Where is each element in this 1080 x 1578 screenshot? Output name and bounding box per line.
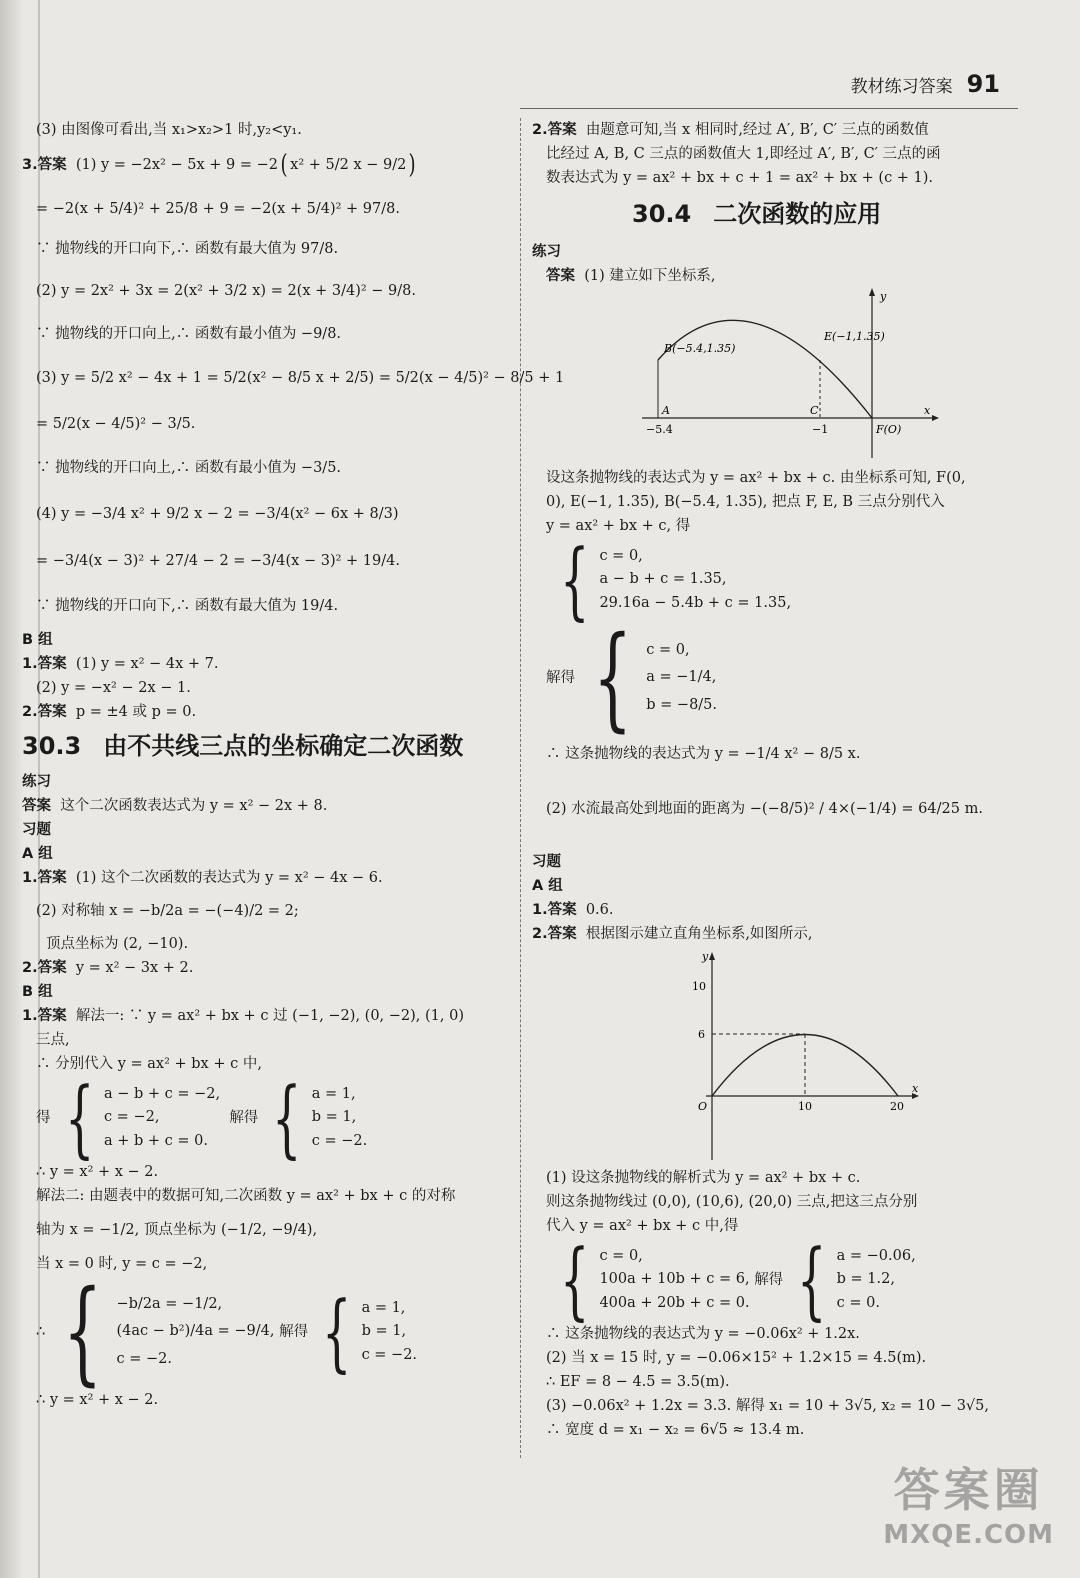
section-number: 30.4	[632, 200, 692, 229]
label-b: B(−5.4,1.35)	[664, 342, 736, 355]
system-row: a = −0.06,	[836, 1248, 916, 1265]
equation-line: (3) y = 5/2 x² − 4x + 1 = 5/2(x² − 8/5 x + 2/5) = 5/2(x − 4/5)² − 8/5 + 1	[36, 369, 565, 386]
equation: −(−8/5)² / 4×(−1/4) = 64/25 m.	[749, 800, 983, 817]
answer-line	[22, 652, 512, 676]
system-row: b = 1,	[361, 1323, 407, 1340]
answer-tag: 3.答案	[22, 156, 67, 173]
label-e: E(−1,1.35)	[824, 330, 885, 343]
equation-line: = −3/4(x − 3)² + 27/4 − 2 = −3/4(x − 3)² + 19/4.	[36, 552, 400, 569]
header-title: 教材练习答案	[850, 77, 953, 97]
equation: (1) y = x² − 4x + 7.	[75, 655, 219, 672]
axis-x-label: x	[912, 1082, 919, 1095]
text-line: 数表达式为 y = ax² + bx + c + 1 = ax² + bx + (c + 1).	[546, 169, 934, 186]
equation: x² + 5/2 x − 9/2	[290, 156, 407, 173]
equation: y = x² − 3x + 2.	[75, 959, 194, 976]
group-heading: B 组	[22, 631, 53, 648]
group-heading: A 组	[532, 877, 563, 894]
answer-line	[22, 700, 512, 724]
tick-minus-1: −1	[812, 423, 829, 436]
tick-y-10: 10	[692, 980, 706, 993]
system-row: c = 0,	[599, 1248, 643, 1265]
section-number: 30.3	[22, 732, 82, 761]
label-f: F(O)	[876, 423, 902, 436]
solution-system: { a = 1, b = 1, c = −2.	[272, 1069, 368, 1167]
solution-system: { a = 1, b = 1, c = −2.	[322, 1283, 418, 1381]
fountain-parabola-figure	[642, 288, 942, 466]
equation-line: (2) 当 x = 15 时, y = −0.06×15² + 1.2×15 = 4.5(m).	[546, 1349, 927, 1366]
solution-system: { c = 0, a = −1/4, b = −8/5.	[593, 613, 718, 743]
text: 解得	[279, 1323, 309, 1340]
answer-line	[22, 956, 512, 980]
axis-x-label: x	[924, 404, 931, 417]
answer-line	[22, 794, 512, 818]
axis-y-label: y	[880, 290, 887, 303]
answer-line: 3.答案 (1) y = −2x² − 5x + 9 = −2 ( x² + 5/2 x − 9/2 )	[22, 150, 416, 180]
header-rule	[520, 108, 1018, 109]
system-row: a = 1,	[311, 1086, 356, 1103]
tick-20: 20	[890, 1100, 904, 1113]
system-row: c = −2,	[103, 1109, 160, 1126]
text-line: 则这条抛物线过 (0,0), (10,6), (20,0) 三点,把这三点分别	[546, 1193, 918, 1210]
equation: (1) y = −2x² − 5x + 9 = −2	[75, 156, 279, 173]
group-heading: B 组	[22, 983, 53, 1000]
equation-line: (3) −0.06x² + 1.2x = 3.3. 解得 x₁ = 10 + 3√5, x₂ = 10 − 3√5,	[546, 1397, 989, 1414]
text: 根据图示建立直角坐标系,如图所示,	[585, 925, 813, 942]
section-title: 二次函数的应用	[713, 200, 882, 229]
text-line: 三点,	[36, 1031, 70, 1048]
system-row: c = 0,	[646, 641, 690, 658]
answer-tag: 1.答案	[22, 655, 67, 672]
text: 得	[36, 1109, 51, 1126]
system-row: −b/2a = −1/2,	[116, 1295, 223, 1312]
system-row: a − b + c = −2,	[103, 1086, 221, 1103]
tick-10: 10	[798, 1100, 812, 1113]
y-axis-arrow	[709, 952, 715, 960]
answer-tag: 2.答案	[22, 703, 67, 720]
subheading: 练习	[22, 773, 51, 790]
text-line: 设这条抛物线的表达式为 y = ax² + bx + c. 由坐标系可知, F(0,	[546, 469, 966, 486]
system-row: (4ac − b²)/4a = −9/4,	[116, 1323, 275, 1340]
left-column	[22, 118, 565, 1412]
equation-system-line: ∴ { −b/2a = −1/2, (4ac − b²)/4a = −9/4, c = −2. 解得 { a = 1, b = 1, c = −2.	[36, 1267, 418, 1397]
system-row: c = 0,	[599, 548, 643, 565]
system-row: 400a + 20b + c = 0.	[599, 1294, 750, 1311]
conclusion-line: ∴ y = x² + x − 2.	[36, 1163, 159, 1180]
system-row: 29.16a − 5.4b + c = 1.35,	[599, 594, 792, 611]
group-heading: A 组	[22, 845, 53, 862]
text: 解得	[754, 1271, 784, 1288]
conclusion-line: ∵ 抛物线的开口向下,∴ 函数有最大值为 19/4.	[36, 597, 339, 614]
watermark-domain: MXQE.COM	[883, 1520, 1054, 1550]
text: 解得	[229, 1109, 259, 1126]
system-row: c = −2.	[116, 1350, 172, 1367]
equation-line: 顶点坐标为 (2, −10).	[46, 935, 189, 952]
section-title: 由不共线三点的坐标确定二次函数	[103, 732, 464, 761]
answer-line	[532, 264, 1022, 288]
equation-line: = −2(x + 5/4)² + 25/8 + 9 = −2(x + 5/4)² + 97/8.	[36, 200, 400, 217]
equation: (1) 这个二次函数的表达式为 y = x² − 4x − 6.	[75, 869, 383, 886]
conclusion-line: ∴ 这条抛物线的表达式为 y = −0.06x² + 1.2x.	[546, 1325, 860, 1342]
answer-tag: 1.答案	[22, 1007, 67, 1024]
answer-tag: 答案	[546, 267, 575, 284]
subheading: 练习	[532, 243, 561, 260]
system-row: b = 1.2,	[836, 1271, 895, 1288]
label-a: A	[662, 404, 670, 417]
equation-system-line	[532, 613, 1022, 743]
system-row: 100a + 10b + c = 6,	[599, 1271, 750, 1288]
text: 由题意可知,当 x 相同时,经过 A′, B′, C′ 三点的函数值	[585, 121, 929, 138]
system-row: a − b + c = 1.35,	[599, 571, 727, 588]
equation-line: 轴为 x = −1/2, 顶点坐标为 (−1/2, −9/4),	[36, 1221, 318, 1238]
equation-line: (4) y = −3/4 x² + 9/2 x − 2 = −3/4(x² − 6x + 8/3)	[36, 505, 399, 522]
x-axis-arrow	[932, 415, 939, 421]
text: (1) 建立如下坐标系,	[584, 267, 716, 284]
answer-line	[532, 118, 1022, 142]
equation-system: { c = 0, 100a + 10b + c = 6, 400a + 20b + c = 0.	[560, 1231, 750, 1329]
right-column	[532, 118, 1022, 1442]
conclusion-line: ∴ 这条抛物线的表达式为 y = −1/4 x² − 8/5 x.	[546, 745, 861, 762]
watermark-logo	[883, 1454, 1054, 1550]
answer-tag: 1.答案	[532, 901, 577, 918]
label-c: C	[810, 404, 819, 417]
system-row: b = −8/5.	[646, 696, 718, 713]
watermark-text: 答案圈	[893, 1463, 1044, 1517]
origin-label: O	[698, 1100, 708, 1113]
equation-system: { −b/2a = −1/2, (4ac − b²)/4a = −9/4, c = −2.	[63, 1267, 275, 1397]
equation-line	[532, 774, 1022, 844]
answer-line	[532, 898, 1022, 922]
answer-line: (3) 由图像可看出,当 x₁>x₂>1 时,y₂<y₁.	[36, 121, 302, 138]
page-header	[851, 70, 1000, 104]
answer-tag: 1.答案	[22, 869, 67, 886]
text-line: 0), E(−1, 1.35), B(−5.4, 1.35), 把点 F, E, B 三点分别代入	[546, 493, 945, 510]
text-line: 比经过 A, B, C 三点的函数值大 1,即经过 A′, B′, C′ 三点的函	[546, 145, 941, 162]
book-spine-shadow	[0, 0, 22, 1578]
y-axis-arrow	[869, 288, 875, 296]
answer-tag: 答案	[22, 797, 51, 814]
page-number: 91	[966, 70, 1000, 98]
equation-system-line	[532, 531, 1022, 629]
answer-line	[532, 922, 1022, 946]
conclusion-line: ∴ y = x² + x − 2.	[36, 1391, 159, 1408]
system-row: a + b + c = 0.	[103, 1132, 208, 1149]
section-heading	[22, 724, 512, 770]
equation-system: { c = 0, a − b + c = 1.35, 29.16a − 5.4b + c = 1.35,	[560, 531, 792, 629]
text: 解得	[546, 669, 575, 686]
text-line: (1) 设这条抛物线的解析式为 y = ax² + bx + c.	[546, 1169, 861, 1186]
text-line: 解法二: 由题表中的数据可知,二次函数 y = ax² + bx + c 的对称	[36, 1187, 456, 1204]
bridge-arch-figure	[662, 946, 922, 1166]
equation: 这个二次函数表达式为 y = x² − 2x + 8.	[60, 797, 328, 814]
system-row: c = −2.	[361, 1346, 418, 1363]
text-line: 代入 y = ax² + bx + c 中,得	[546, 1217, 739, 1234]
answer-line	[22, 866, 512, 890]
text: 0.6.	[585, 901, 614, 918]
text-line: ∴ 分别代入 y = ax² + bx + c 中,	[36, 1055, 262, 1072]
conclusion-line: ∴ 宽度 d = x₁ − x₂ = 6√5 ≈ 13.4 m.	[546, 1421, 805, 1438]
equation-line: ∴ EF = 8 − 4.5 = 3.5(m).	[546, 1373, 730, 1390]
conclusion-line: ∵ 抛物线的开口向上,∴ 函数有最小值为 −9/8.	[36, 325, 342, 342]
answer-tag: 2.答案	[532, 925, 577, 942]
equation-line: (2) y = −x² − 2x − 1.	[36, 679, 191, 696]
answer-tag: 2.答案	[532, 121, 577, 138]
equation: 解法一: ∵ y = ax² + bx + c 过 (−1, −2), (0, −2), (1, 0)	[75, 1007, 464, 1024]
conclusion-line: ∵ 抛物线的开口向上,∴ 函数有最小值为 −3/5.	[36, 459, 342, 476]
equation-line: 当 x = 0 时, y = c = −2,	[36, 1255, 208, 1272]
text-line: y = ax² + bx + c, 得	[546, 517, 691, 534]
conclusion-line: ∵ 抛物线的开口向下,∴ 函数有最大值为 97/8.	[36, 240, 339, 257]
equation-system: { a − b + c = −2, c = −2, a + b + c = 0.	[64, 1069, 221, 1167]
section-heading	[532, 190, 1022, 240]
system-row: b = 1,	[311, 1109, 357, 1126]
subheading: 习题	[532, 853, 561, 870]
system-row: a = −1/4,	[646, 669, 717, 686]
equation-system-line	[532, 1231, 1022, 1329]
column-divider	[520, 118, 521, 1458]
equation-line: (2) 对称轴 x = −b/2a = −(−4)/2 = 2;	[36, 902, 299, 919]
subheading: 习题	[22, 821, 51, 838]
system-row: c = 0.	[836, 1294, 880, 1311]
equation: p = ±4 或 p = 0.	[75, 703, 197, 720]
axis-y-label: y	[702, 950, 709, 963]
text: (2) 水流最高处到地面的距离为	[546, 800, 746, 817]
answer-line	[22, 1004, 512, 1028]
answer-tag: 2.答案	[22, 959, 67, 976]
tick-minus-5-4: −5.4	[646, 423, 673, 436]
tick-y-6: 6	[698, 1028, 705, 1041]
system-row: a = 1,	[361, 1300, 406, 1317]
equation-line: = 5/2(x − 4/5)² − 3/5.	[36, 415, 196, 432]
equation-system-line	[22, 1069, 512, 1167]
equation-line: (2) y = 2x² + 3x = 2(x² + 3/2 x) = 2(x + 3/4)² − 9/8.	[36, 282, 416, 299]
solution-system: { a = −0.06, b = 1.2, c = 0.	[797, 1231, 916, 1329]
system-row: c = −2.	[311, 1132, 368, 1149]
